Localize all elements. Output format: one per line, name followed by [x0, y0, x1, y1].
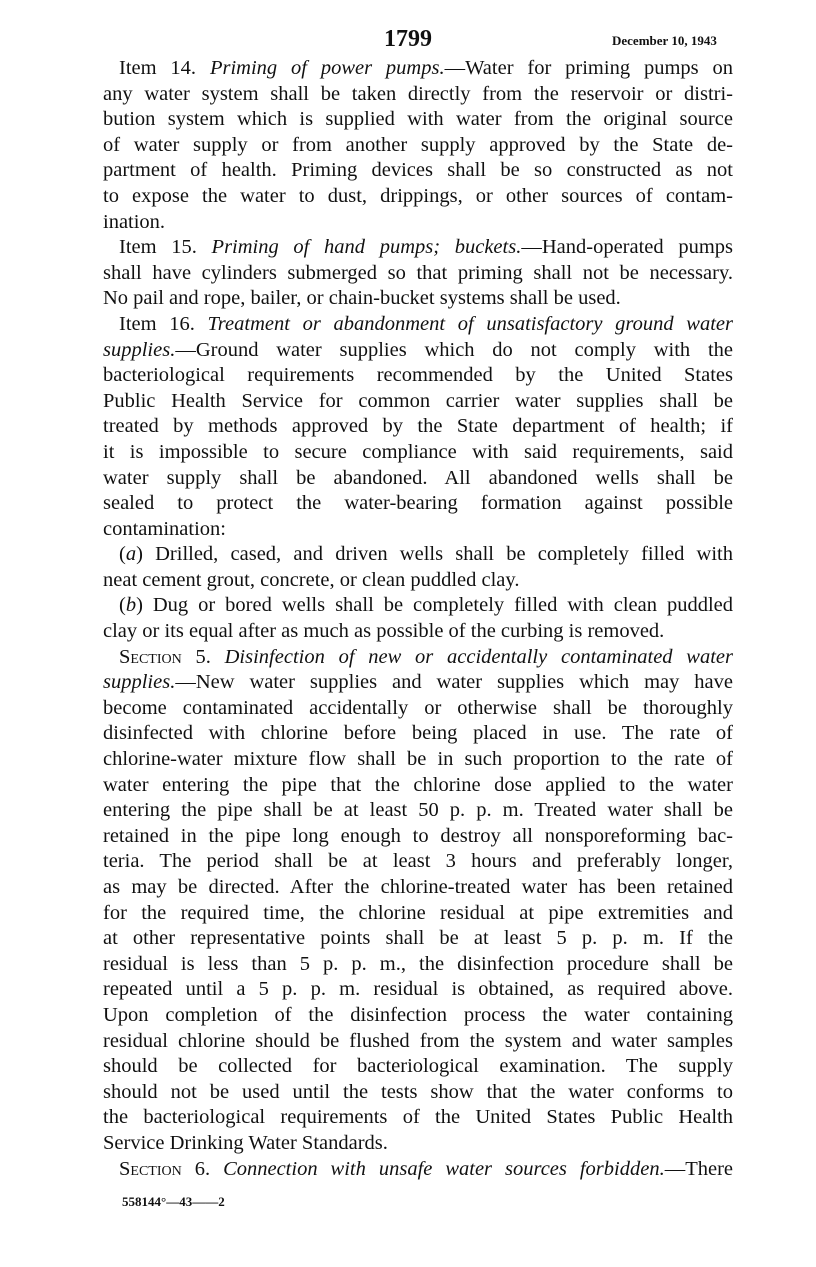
text-run: 5.	[181, 645, 225, 668]
italic-heading: Connection with unsafe water sources forbidden.	[223, 1157, 665, 1180]
text-run: as may be directed. After the chlorine-treated water has been retained	[103, 876, 733, 898]
italic-heading: supplies.	[103, 338, 176, 361]
text-run: clay or its equal after as much as possible of the curbing is removed.	[103, 620, 665, 643]
text-run: bacteriological requirements recommended by the United States	[103, 364, 733, 387]
text-line	[103, 901, 733, 927]
text-run: water supply shall be abandoned. All abandoned wells shall be	[103, 466, 733, 489]
text-line	[103, 952, 733, 978]
text-line	[103, 926, 733, 952]
text-run: residual is less than 5 p. p. m., the disinfection procedure shall be	[103, 952, 733, 975]
paragraph-item-16	[103, 312, 733, 542]
text-run: to expose the water to dust, drippings, or other sources of contam-	[103, 184, 733, 207]
text-run: partment of health. Priming devices shall be so constructed as not	[103, 159, 733, 182]
italic-heading: Treatment or abandonment of unsatisfactory ground water	[207, 312, 733, 335]
paragraph-item-15	[103, 235, 733, 312]
text-line	[103, 619, 733, 645]
text-run: for the required time, the chlorine residual at pipe extremities and	[103, 901, 733, 924]
text-line	[103, 645, 733, 671]
text-line	[103, 747, 733, 773]
document-body	[103, 56, 733, 1182]
text-line	[103, 875, 733, 901]
page-date: December 10, 1943	[612, 33, 717, 48]
paragraph-item-16-b	[103, 593, 733, 644]
text-line	[103, 849, 733, 875]
italic-heading: a	[125, 543, 137, 566]
text-line	[103, 466, 733, 492]
italic-heading: b	[125, 594, 137, 617]
text-run: Section	[119, 645, 182, 668]
text-run: disinfected with chlorine before being placed in use. The rate of	[103, 722, 733, 745]
text-line	[103, 235, 733, 261]
text-run: should be collected for bacteriological examination. The supply	[103, 1055, 733, 1078]
text-line	[103, 1131, 733, 1157]
text-run: neat cement grout, concrete, or clean puddled clay.	[103, 568, 520, 591]
text-line	[103, 158, 733, 184]
text-run: any water system shall be taken directly from the reservoir or distri-	[103, 82, 733, 105]
text-line	[103, 389, 733, 415]
italic-heading: Disinfection of new or accidentally contaminated water	[224, 645, 734, 668]
text-run: bution system which is supplied with water from the original source	[103, 108, 733, 131]
text-line	[103, 773, 733, 799]
text-run: Service Drinking Water Standards.	[103, 1131, 388, 1154]
text-run: repeated until a 5 p. p. m. residual is obtained, as required above.	[103, 978, 733, 1001]
text-run: sealed to protect the water-bearing formation against possible	[103, 492, 733, 515]
text-line	[103, 1157, 733, 1183]
text-run: should not be used until the tests show that the water conforms to	[103, 1080, 733, 1103]
text-line	[103, 312, 733, 338]
text-line	[103, 1105, 733, 1131]
text-line	[103, 440, 733, 466]
text-line	[103, 593, 733, 619]
text-run: —Water for priming pumps on	[444, 57, 733, 79]
text-line	[103, 568, 733, 594]
text-run: entering the pipe shall be at least 50 p. p. m. Treated water shall be	[103, 799, 733, 822]
text-run: ) Dug or bored wells shall be completely filled with clean puddled	[136, 594, 733, 617]
text-run: ination.	[103, 210, 166, 233]
text-run: —Hand-operated pumps	[521, 236, 733, 259]
text-run: become contaminated accidentally or otherwise shall be thoroughly	[103, 696, 733, 719]
text-run: ) Drilled, cased, and driven wells shall be completely filled with	[136, 543, 733, 566]
text-run: contamination:	[103, 517, 226, 540]
paragraph-item-16-a	[103, 542, 733, 593]
text-line	[103, 184, 733, 210]
text-run: Section	[119, 1157, 182, 1180]
text-run: retained in the pipe long enough to destroy all nonsporeforming bac-	[103, 824, 733, 847]
text-run: water entering the pipe that the chlorine dose applied to the water	[103, 773, 733, 796]
text-line	[103, 670, 733, 696]
text-run: Item 16.	[119, 312, 208, 335]
text-run: shall have cylinders submerged so that priming shall not be necessary.	[103, 261, 733, 284]
italic-heading: Priming of power pumps.	[209, 57, 445, 79]
text-run: (	[119, 594, 126, 617]
text-run: of water supply or from another supply approved by the State de-	[103, 133, 733, 156]
text-line	[103, 363, 733, 389]
text-line	[103, 1054, 733, 1080]
text-run: at other representative points shall be at least 5 p. p. m. If the	[103, 927, 733, 950]
text-line	[103, 414, 733, 440]
text-line	[103, 1029, 733, 1055]
text-line	[103, 721, 733, 747]
text-line	[103, 56, 733, 82]
text-line	[103, 491, 733, 517]
text-line	[103, 517, 733, 543]
text-line	[103, 1080, 733, 1106]
text-run: teria. The period shall be at least 3 hours and preferably longer,	[103, 850, 733, 873]
text-line	[103, 798, 733, 824]
text-line	[103, 542, 733, 568]
italic-heading: Priming of hand pumps; buckets.	[211, 236, 522, 259]
text-run: 6.	[181, 1157, 224, 1180]
text-line	[103, 338, 733, 364]
text-line	[103, 696, 733, 722]
page-number: 1799	[384, 26, 432, 52]
text-run: it is impossible to secure compliance with said requirements, said	[103, 440, 733, 463]
text-line	[103, 824, 733, 850]
text-line	[103, 261, 733, 287]
text-line	[103, 210, 733, 236]
text-run: (	[119, 543, 126, 566]
text-run: Upon completion of the disinfection process the water containing	[103, 1003, 733, 1026]
text-run: treated by methods approved by the State department of health; if	[103, 415, 733, 438]
text-run: —Ground water supplies which do not comply with the	[175, 338, 733, 361]
print-code: 558144°—43——2	[122, 1194, 225, 1209]
text-line	[103, 107, 733, 133]
paragraph-section-6	[103, 1157, 733, 1183]
text-line	[103, 82, 733, 108]
italic-heading: supplies.	[103, 671, 176, 694]
text-run: —There	[664, 1157, 733, 1180]
text-run: Item 15.	[119, 236, 212, 259]
text-run: residual chlorine should be flushed from the system and water samples	[103, 1029, 733, 1052]
paragraph-item-14	[103, 56, 733, 235]
text-line	[103, 977, 733, 1003]
text-run: Public Health Service for common carrier water supplies shall be	[103, 389, 733, 412]
text-line	[103, 286, 733, 312]
text-run: chlorine-water mixture flow shall be in such proportion to the rate of	[103, 748, 733, 771]
text-run: No pail and rope, bailer, or chain-bucket systems shall be used.	[103, 287, 621, 310]
paragraph-section-5	[103, 645, 733, 1157]
text-line	[103, 133, 733, 159]
text-run: the bacteriological requirements of the United States Public Health	[103, 1106, 733, 1129]
text-line	[103, 1003, 733, 1029]
text-run: —New water supplies and water supplies which may have	[175, 671, 733, 694]
text-run: Item 14.	[119, 57, 210, 79]
